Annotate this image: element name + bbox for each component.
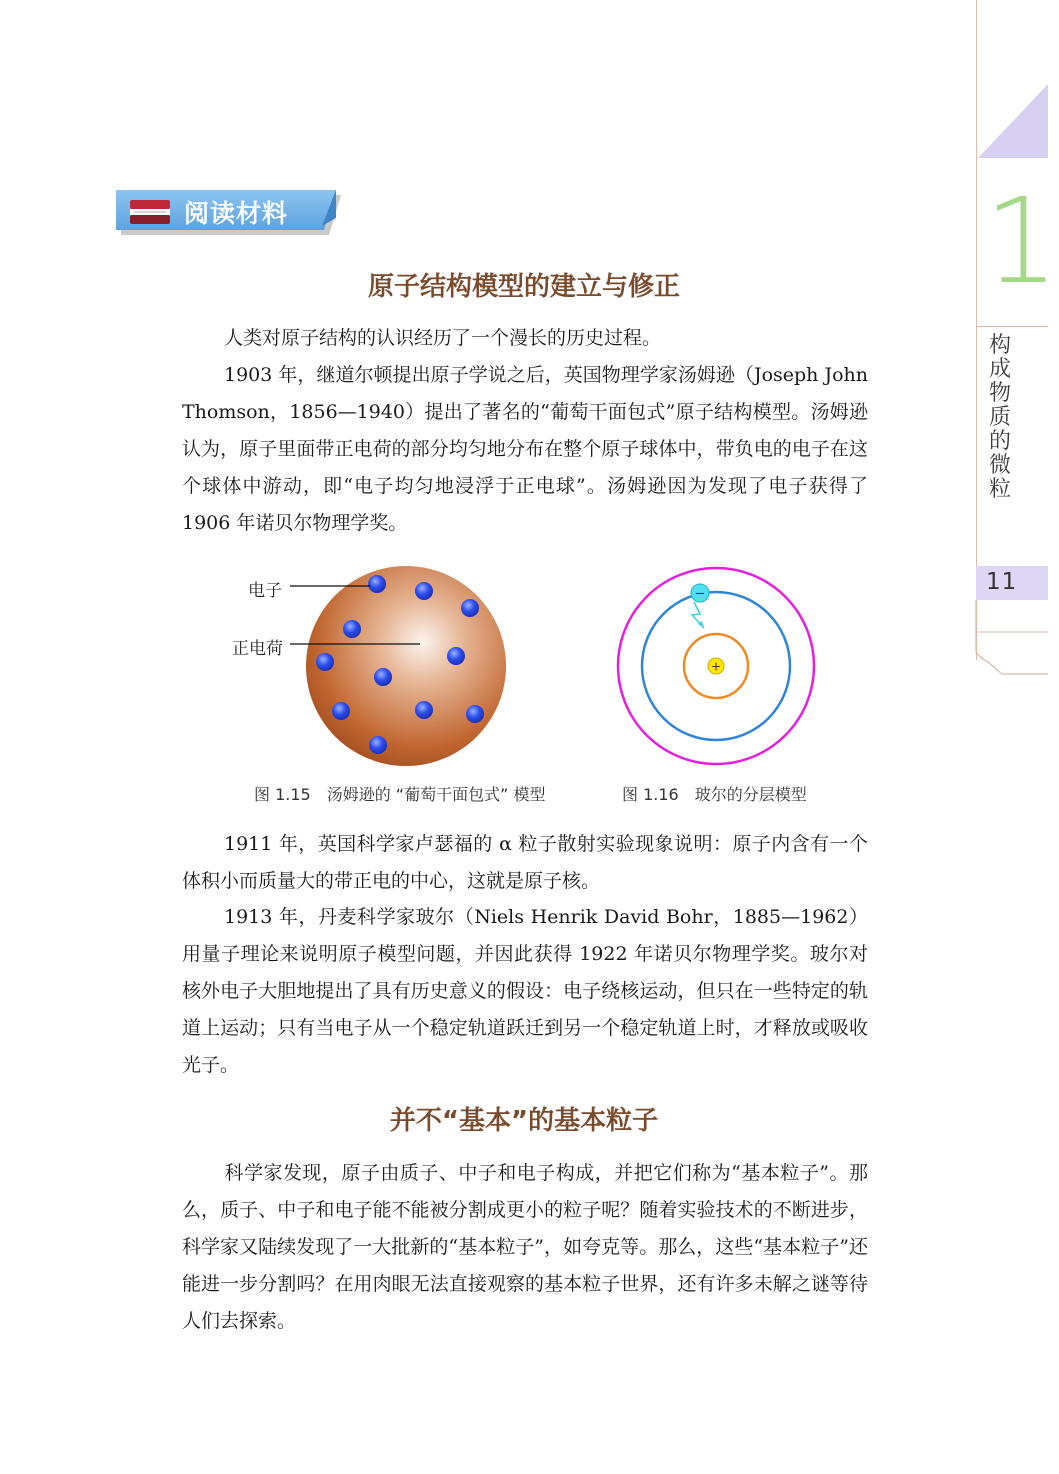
paragraph-text: 1903 年，继道尔顿提出原子学说之后，英国物理学家汤姆逊（Joseph John Thomson，1856—1940）提出了著名的“葡萄干面包式”原子结构模型。汤姆逊认为，原子里面带正电荷的部分均匀地分布在整个原子球体中，带负电的电子在这个球体中游动，即“电子均匀地浸浮于正电球”。汤姆逊因为发现了电子获得了 1906 年诺贝尔物理学奖。	[182, 364, 868, 534]
paragraph-text: 1911 年，英国科学家卢瑟福的 α 粒子散射实验现象说明：原子内含有一个体积小而质量大的带正电的中心，这就是原子核。	[182, 833, 868, 892]
paragraph	[182, 826, 868, 900]
paragraph-text: 人类对原子结构的认识经历了一个漫长的历史过程。	[224, 327, 662, 349]
chapter-divider	[976, 326, 1048, 327]
chapter-tab-triangle	[976, 84, 1048, 160]
label-electron: 电子	[248, 581, 282, 601]
thomson-model-figure	[290, 558, 520, 768]
chapter-title-char: 物	[988, 381, 1011, 406]
chapter-title-char: 的	[988, 429, 1011, 454]
electron-sign: −	[694, 586, 706, 602]
nucleus-sign: +	[710, 659, 722, 674]
chapter-number: 1	[984, 172, 1059, 310]
electron	[343, 620, 361, 638]
paragraph	[182, 1155, 868, 1340]
chapter-title-char: 构	[988, 333, 1011, 358]
electron	[332, 702, 350, 720]
chapter-title-char: 成	[988, 357, 1011, 382]
section-title: 并不“基本”的基本粒子	[389, 1106, 659, 1136]
electron	[466, 705, 484, 723]
chapter-title-char: 微	[988, 453, 1011, 478]
positive-sphere	[306, 566, 506, 766]
electron	[447, 647, 465, 665]
paragraph	[182, 357, 868, 542]
chapter-title-char: 粒	[988, 477, 1011, 502]
paragraph	[182, 899, 868, 1084]
chapter-title	[986, 334, 1014, 502]
chapter-title-char: 质	[988, 405, 1011, 430]
paragraph-text: 科学家发现，原子由质子、中子和电子构成，并把它们称为“基本粒子”。那么，质子、中子和电子能不能被分割成更小的粒子呢？随着实验技术的不断进步，科学家又陆续发现了一大批新的“基本粒子”，如夸克等。那么，这些“基本粒子”还能进一步分割吗？在用肉眼无法直接观察的基本粒子世界，还有许多未解之谜等待人们去探索。	[182, 1162, 868, 1332]
page-number: 11	[986, 569, 1018, 595]
electron	[368, 575, 386, 593]
figure-caption: 图 1.16 玻尔的分层模型	[622, 785, 807, 804]
banner-label: 阅读材料	[184, 199, 289, 228]
side-tab-edge	[976, 600, 1048, 678]
paragraph-text: 1913 年，丹麦科学家玻尔（Niels Henrik David Bohr，1885—1962）用量子理论来说明原子模型问题，并因此获得 1922 年诺贝尔物理学奖。玻尔对核外电子大胆地提出了具有历史意义的假设：电子绕核运动，但只在一些特定的轨道上运动；只有当电子从一个稳定轨道跃迁到另一个稳定轨道上时，才释放或吸收光子。	[182, 906, 868, 1076]
electron	[415, 582, 433, 600]
electron	[369, 736, 387, 754]
label-positive-charge: 正电荷	[232, 639, 283, 659]
electron	[461, 599, 479, 617]
section-title: 原子结构模型的建立与修正	[367, 272, 680, 302]
book-icon	[130, 200, 170, 224]
electron	[374, 668, 392, 686]
electron	[415, 701, 433, 719]
paragraph	[182, 320, 868, 357]
electron	[316, 653, 334, 671]
bohr-model-figure	[612, 562, 822, 772]
figure-caption: 图 1.15 汤姆逊的 “葡萄干面包式” 模型	[254, 785, 546, 804]
